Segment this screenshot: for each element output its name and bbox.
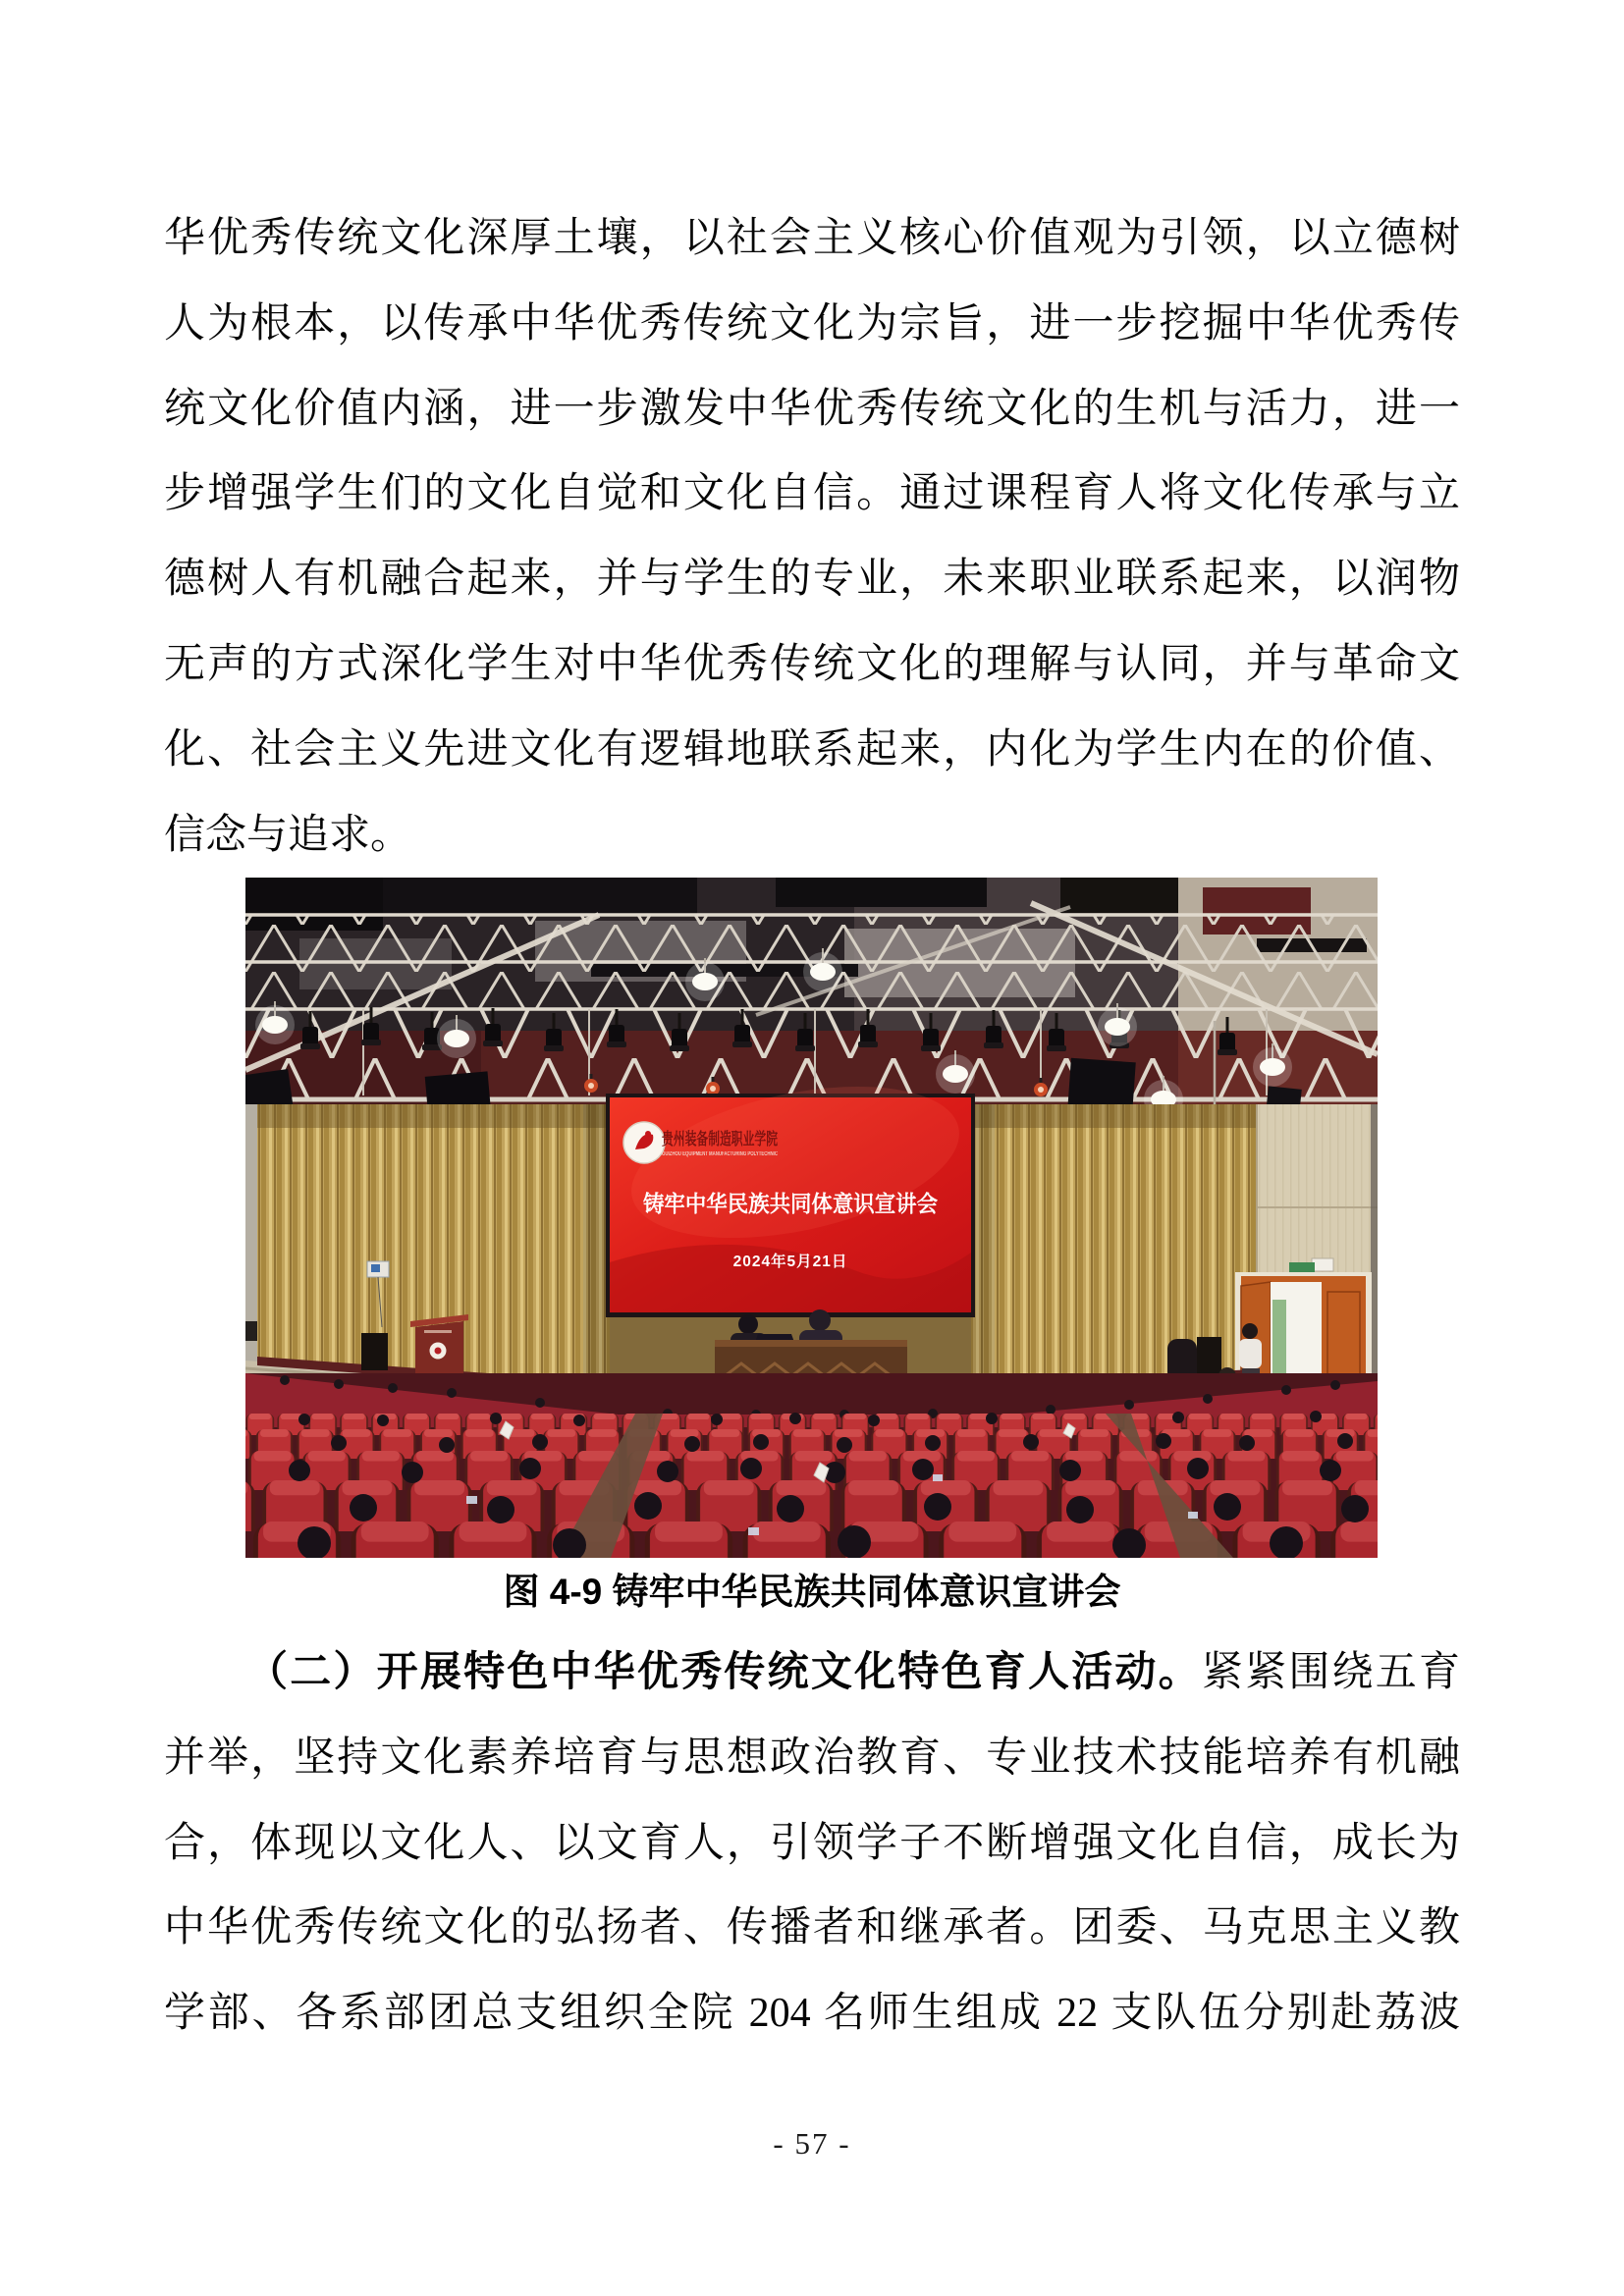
screen-school-name-en: GUIZHOU EQUIPMENT MANUFACTURING POLYTECHNIC [662,1151,779,1157]
screen-date: 2024年5月21日 [732,1254,848,1270]
lead-in-continuation: 紧紧围绕五育 [1201,1650,1460,1695]
audience-seating [245,1373,1378,1558]
text-line: 中华优秀传统文化的弘扬者、传播者和继承者。团委、马克思主义教 [164,1905,1460,1951]
text-line: 化、社会主义先进文化有逻辑地联系起来，内化为学生内在的价值、 [164,726,1460,773]
text-line: 无声的方式深化学生对中华优秀传统文化的理解与认同，并与革命文 [164,641,1460,687]
text-line: 并举，坚持文化素养培育与思想政治教育、专业技术技能培养有机融 [164,1735,1460,1781]
text-line [164,1629,1460,1716]
page-number: - 57 - [773,2126,851,2161]
ceiling-truss [245,878,1378,1104]
text-line: 信念与追求。 [164,812,412,858]
bold-lead-in: （二）开展特色中华优秀传统文化特色育人活动。 [246,1648,1202,1694]
led-screen [606,1060,975,1317]
text-line: 华优秀传统文化深厚土壤，以社会主义核心价值观为引领，以立德树 [164,216,1460,261]
text-line: 学部、各系部团总支组织全院 204 名师生组成 22 支队伍分别赴荔波 [164,1991,1460,2037]
text-line: 人为根本，以传承中华优秀传统文化为宗旨，进一步挖掘中华优秀传 [164,300,1460,347]
figure-caption: 图 4-9 铸牢中华民族共同体意识宣讲会 [503,1572,1121,1612]
text-line: 统文化价值内涵，进一步激发中华优秀传统文化的生机与活力，进一 [164,386,1460,432]
paragraph-1 [164,196,1460,878]
screen-school-name: 贵州装备制造职业学院 [662,1130,829,1148]
text-line: 步增强学生们的文化自觉和文化自信。通过课程育人将文化传承与立 [164,471,1460,517]
screen-title: 铸牢中华民族共同体意识宣讲会 [643,1191,938,1216]
paragraph-2 [164,1629,1460,2056]
text-line: 合，体现以文化人、以文育人，引领学子不断增强文化自信，成长为 [164,1820,1460,1866]
figure-photo [245,878,1378,1558]
school-logo [623,1122,665,1163]
text-line: 德树人有机融合起来，并与学生的专业，未来职业联系起来，以润物 [164,557,1460,603]
